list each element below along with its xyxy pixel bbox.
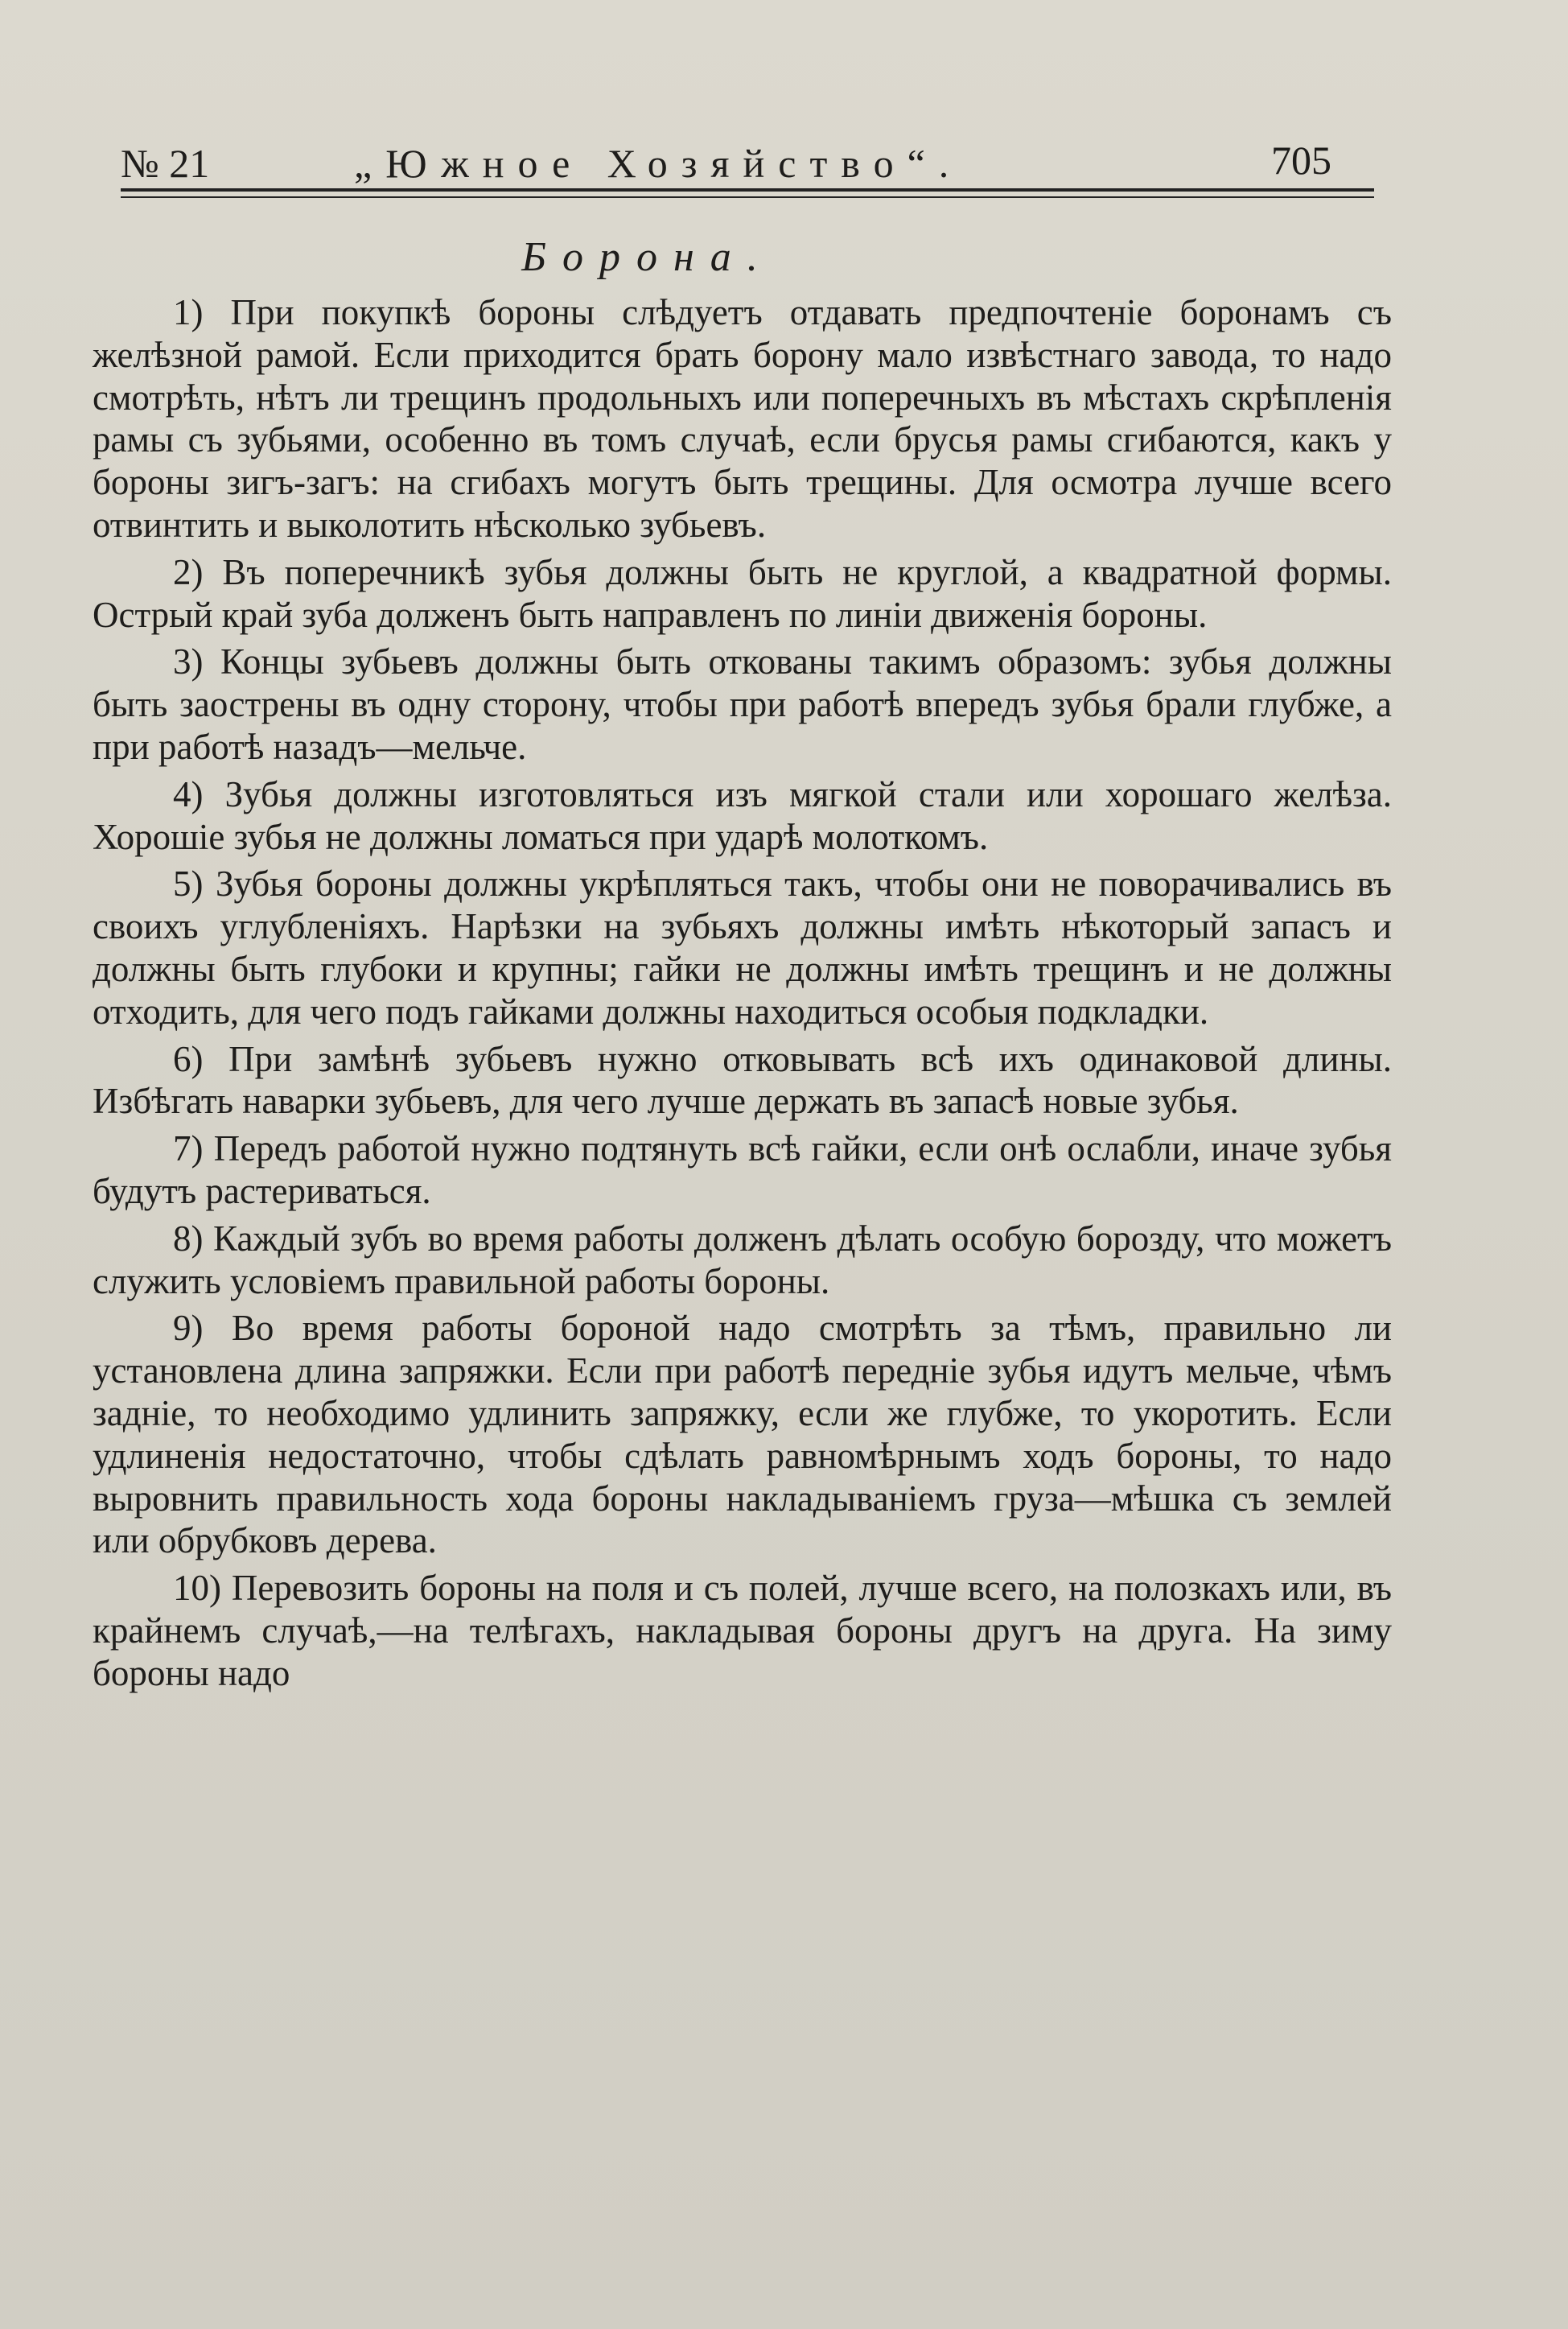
journal-title: „Южное Хозяйство“.: [354, 141, 963, 186]
paragraph-10: 10) Перевозить бороны на поля и съ полей, лучше всего, на полозкахъ или, въ крайнемъ случаѣ,—на телѣгахъ, накладывая бороны другъ на друга. На зиму бороны надо: [93, 1568, 1392, 1693]
header-rule-thin: [121, 196, 1374, 198]
issue-number: № 21: [121, 141, 210, 186]
paragraph-5: 5) Зубья бороны должны укрѣпляться такъ, чтобы они не поворачивались въ своихъ углубленіяхъ. Нарѣзки на зубьяхъ должны имѣть нѣкоторый запасъ и должны быть глубоки и крупны; гайки не должны имѣть трещинъ и не должны отходить, для чего подъ гайками должны находиться особыя подкладки.: [93, 864, 1392, 1032]
paragraph-9: 9) Во время работы бороной надо смотрѣть за тѣмъ, правильно ли установлена длина запряжки. Если при работѣ передніе зубья идутъ мельче, чѣмъ задніе, то необходимо удлинить запряжку, если же глубже, то укоротить. Если удлиненія недостаточно, чтобы сдѣлать равномѣрнымъ ходъ бороны, то надо выровнить правильность хода бороны накладываніемъ груза—мѣшка съ землей или обрубковъ дерева.: [93, 1308, 1392, 1561]
paragraph-6: 6) При замѣнѣ зубьевъ нужно отковывать всѣ ихъ одинаковой длины. Избѣгать наварки зубьевъ, для чего лучше держать въ запасѣ новые зубья.: [93, 1038, 1392, 1122]
article-title: Борона.: [521, 234, 774, 280]
header-rule-thick: [121, 188, 1374, 192]
paragraph-8: 8) Каждый зубъ во время работы долженъ дѣлать особую борозду, что можетъ служить условіемъ правильной работы бороны.: [93, 1218, 1392, 1301]
running-header: [121, 135, 1376, 192]
paragraph-1: 1) При покупкѣ бороны слѣдуетъ отдавать предпочтеніе боронамъ съ желѣзной рамой. Если приходится брать борону мало извѣстнаго завода, то надо смотрѣть, нѣтъ ли трещинъ продольныхъ или поперечныхъ въ мѣстахъ скрѣпленія рамы съ зубьями, особенно въ томъ случаѣ, если брусья рамы сгибаются, какъ у бороны зигъ-загъ: на сгибахъ могутъ быть трещины. Для осмотра лучше всего отвинтить и выколотить нѣсколько зубьевъ.: [93, 292, 1392, 545]
paragraph-3: 3) Концы зубьевъ должны быть откованы такимъ образомъ: зубья должны быть заострены въ одну сторону, чтобы при работѣ впередъ зубья брали глубже, а при работѣ назадъ—мельче.: [93, 641, 1392, 767]
paragraph-4: 4) Зубья должны изготовляться изъ мягкой стали или хорошаго желѣза. Хорошіе зубья не должны ломаться при ударѣ молоткомъ.: [93, 773, 1392, 857]
paragraph-2: 2) Въ поперечникѣ зубья должны быть не круглой, а квадратной формы. Острый край зуба долженъ быть направленъ по линіи движенія бороны.: [93, 551, 1392, 635]
article-body: [93, 291, 1392, 1700]
page-number: 705: [1271, 138, 1331, 183]
paragraph-7: 7) Передъ работой нужно подтянуть всѣ гайки, если онѣ ослабли, иначе зубья будутъ растериваться.: [93, 1128, 1392, 1211]
